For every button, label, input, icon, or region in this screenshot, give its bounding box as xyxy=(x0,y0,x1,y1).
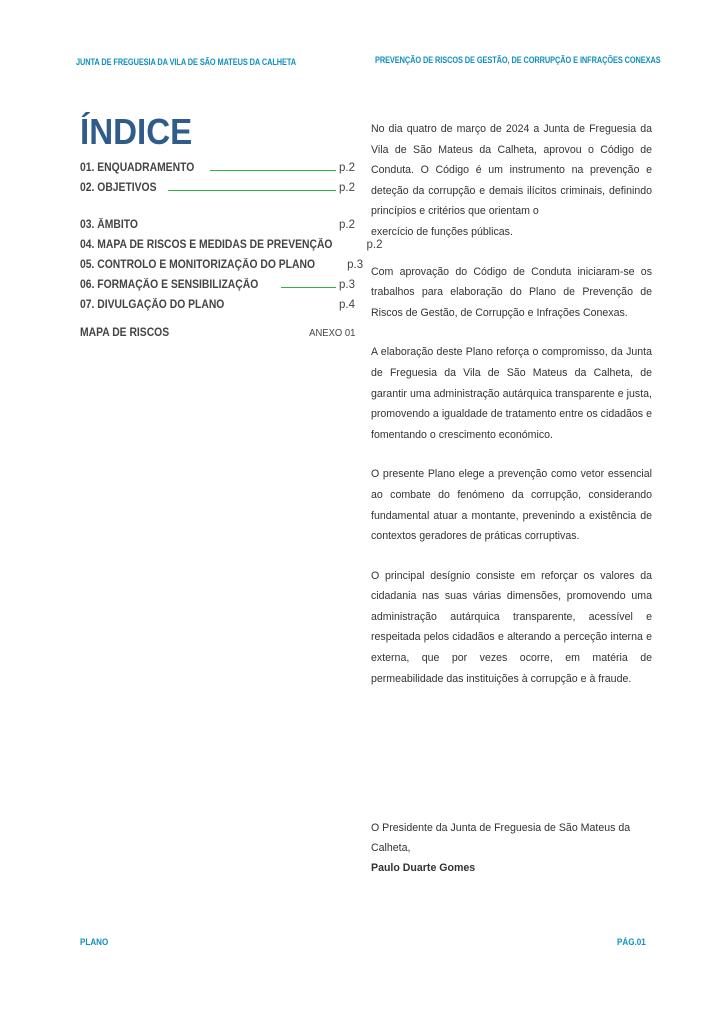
toc-item-enquadramento[interactable] xyxy=(80,154,355,174)
toc-item-objetivos[interactable] xyxy=(80,174,355,194)
toc-item-label: 07. DIVULGAÇÃO DO PLANO xyxy=(80,299,225,311)
toc-item-label: 05. CONTROLO E MONITORIZAÇÃO DO PLANO xyxy=(80,259,315,271)
toc-item-ambito[interactable] xyxy=(80,211,355,231)
paragraph-4: O presente Plano elege a prevenção como vetor essencial ao combate do fenómeno da corrupção, considerando fundamental atuar a montante, prevenindo a existência de contextos geradores de práticas corruptivas. xyxy=(371,468,652,543)
toc-item-label: 02. OBJETIVOS xyxy=(80,182,157,194)
toc-item-formacao[interactable] xyxy=(80,271,355,291)
toc-item-label: 03. ÂMBITO xyxy=(80,219,138,231)
toc-leader-line xyxy=(168,190,336,191)
toc-item-label: 01. ENQUADRAMENTO xyxy=(80,162,195,174)
annex-value: ANEXO 01 xyxy=(308,327,355,339)
header-left: JUNTA DE FREGUESIA DA VILA DE SÃO MATEUS DA CALHETA xyxy=(76,57,296,67)
toc-item-page: p.2 xyxy=(366,239,383,251)
paragraph-1: No dia quatro de março de 2024 a Junta de Freguesia da Vila de São Mateus da Calheta, aprovou o Código de Conduta. O Código é um instrumento na prevenção e deteção da corrupção e demais ilícitos criminais, definindo princípios e critérios que orientam o xyxy=(371,123,652,218)
toc-item-page: p.2 xyxy=(339,219,355,231)
toc-item-controlo[interactable] xyxy=(80,251,364,271)
paragraph-2: Com aprovação do Código de Conduta iniciaram-se os trabalhos para elaboração do Plano de Prevenção de Riscos de Gestão, de Corrupção e Infrações Conexas. xyxy=(371,265,652,319)
toc-item-label: 06. FORMAÇÃO E SENSIBILIZAÇÃO xyxy=(80,279,259,291)
signature-role: O Presidente da Junta de Freguesia de São Mateus da Calheta, xyxy=(371,822,631,854)
toc-item-page: p.4 xyxy=(339,299,355,311)
toc-leader-line xyxy=(210,170,336,171)
page-number: PÁG.01 xyxy=(617,937,646,948)
toc-item-page: p.2 xyxy=(339,182,355,194)
annex-label: MAPA DE RISCOS xyxy=(80,327,170,339)
toc-annex[interactable] xyxy=(80,327,355,339)
paragraph-1-end: exercício de funções públicas. xyxy=(371,225,513,238)
toc-item-mapa-riscos[interactable] xyxy=(80,231,383,251)
toc-item-page: p.3 xyxy=(339,279,355,291)
table-of-contents xyxy=(80,111,383,339)
toc-item-label: 04. MAPA DE RISCOS E MEDIDAS DE PREVENÇÃO xyxy=(80,239,333,251)
signature-name: Paulo Duarte Gomes xyxy=(371,862,476,874)
paragraph-3: A elaboração deste Plano reforça o compromisso, da Junta de Freguesia da Vila de São Mateus da Calheta, de garantir uma administração autárquica transparente e justa, promovendo a igualdade de tratamento entre os cidadãos e fomentando o crescimento económico. xyxy=(371,346,652,441)
paragraph-5: O principal desígnio consiste em reforçar os valores da cidadania nas suas várias dimensões, promovendo uma administração autárquica transparente, acessível e respeitada pelos cidadãos e alterando a perceção interna e externa, que por vezes ocorre, em matéria de permeabilidade das instituições à corrupção e à fraude. xyxy=(371,569,652,685)
footer-left: PLANO xyxy=(80,937,109,948)
signature xyxy=(371,818,661,878)
toc-leader-line xyxy=(281,287,336,288)
toc-item-page: p.3 xyxy=(347,259,364,271)
body-text xyxy=(371,119,652,708)
header-right: PREVENÇÃO DE RISCOS DE GESTÃO, DE CORRUPÇÃO E INFRAÇÕES CONEXAS xyxy=(375,55,661,65)
toc-item-divulgacao[interactable] xyxy=(80,291,355,311)
toc-title: ÍNDICE xyxy=(80,111,193,152)
toc-item-page: p.2 xyxy=(339,162,355,174)
toc-spacer xyxy=(80,194,355,211)
